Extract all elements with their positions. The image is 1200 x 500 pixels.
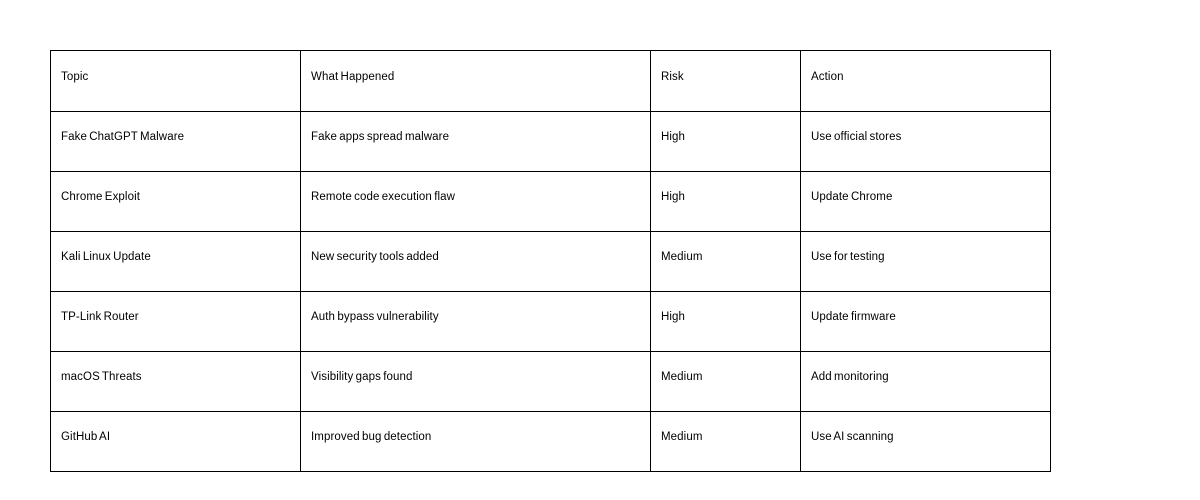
cell-risk: Medium bbox=[651, 412, 801, 472]
cell-action: Use official stores bbox=[801, 112, 1051, 172]
column-header-action: Action bbox=[801, 51, 1051, 112]
cell-topic: GitHub AI bbox=[51, 412, 301, 472]
cell-risk: High bbox=[651, 172, 801, 232]
cell-what-happened: New security tools added bbox=[301, 232, 651, 292]
cell-action: Update Chrome bbox=[801, 172, 1051, 232]
cell-topic: macOS Threats bbox=[51, 352, 301, 412]
column-header-topic: Topic bbox=[51, 51, 301, 112]
table-body bbox=[51, 112, 1051, 472]
cell-what-happened: Auth bypass vulnerability bbox=[301, 292, 651, 352]
table-row bbox=[51, 292, 1051, 352]
cell-action: Add monitoring bbox=[801, 352, 1051, 412]
column-header-what-happened: What Happened bbox=[301, 51, 651, 112]
table-row bbox=[51, 352, 1051, 412]
cell-topic: Chrome Exploit bbox=[51, 172, 301, 232]
table-header-row bbox=[51, 51, 1051, 112]
cell-risk: High bbox=[651, 112, 801, 172]
table-row bbox=[51, 412, 1051, 472]
cell-risk: High bbox=[651, 292, 801, 352]
cell-topic: TP-Link Router bbox=[51, 292, 301, 352]
security-news-table bbox=[50, 50, 1051, 472]
cell-action: Update firmware bbox=[801, 292, 1051, 352]
cell-action: Use for testing bbox=[801, 232, 1051, 292]
cell-risk: Medium bbox=[651, 352, 801, 412]
cell-what-happened: Improved bug detection bbox=[301, 412, 651, 472]
cell-topic: Kali Linux Update bbox=[51, 232, 301, 292]
table-row bbox=[51, 172, 1051, 232]
cell-what-happened: Fake apps spread malware bbox=[301, 112, 651, 172]
column-header-risk: Risk bbox=[651, 51, 801, 112]
cell-what-happened: Visibility gaps found bbox=[301, 352, 651, 412]
cell-risk: Medium bbox=[651, 232, 801, 292]
cell-action: Use AI scanning bbox=[801, 412, 1051, 472]
cell-what-happened: Remote code execution flaw bbox=[301, 172, 651, 232]
cell-topic: Fake ChatGPT Malware bbox=[51, 112, 301, 172]
table-row bbox=[51, 232, 1051, 292]
table-row bbox=[51, 112, 1051, 172]
